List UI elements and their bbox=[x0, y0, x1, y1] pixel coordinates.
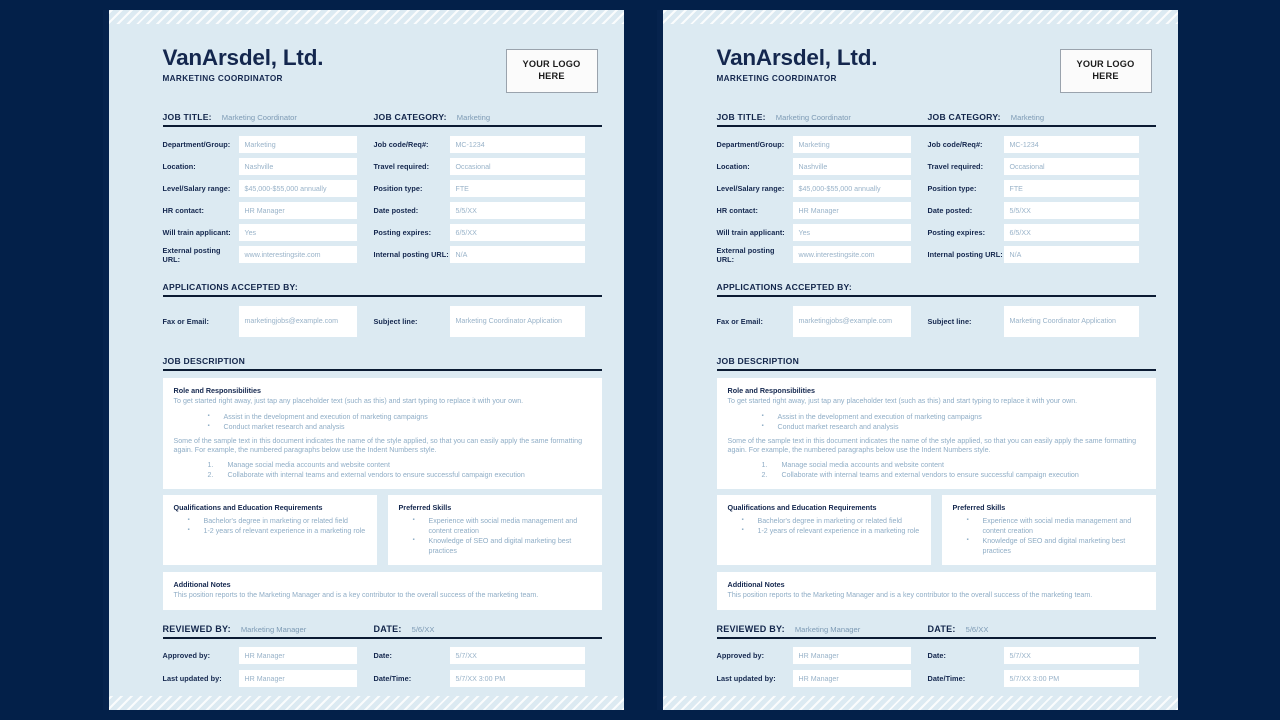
field-approved-date bbox=[374, 647, 602, 664]
field-approved-date bbox=[928, 647, 1156, 664]
field-input[interactable] bbox=[239, 647, 357, 664]
field-date-posted bbox=[928, 202, 1156, 219]
field-label: External posting URL: bbox=[162, 245, 221, 264]
job-description-card[interactable] bbox=[717, 378, 1156, 489]
field-label: HR contact: bbox=[162, 206, 204, 215]
field-last-updated-datetime bbox=[374, 670, 602, 687]
field-label: Job code/Req#: bbox=[373, 140, 429, 149]
list-item: ▪ Conduct market research and analysis bbox=[208, 422, 591, 432]
field-label: Internal posting URL: bbox=[373, 250, 449, 259]
field-input[interactable] bbox=[450, 647, 585, 664]
field-location bbox=[163, 158, 374, 175]
qualifications-bullet-list bbox=[188, 516, 366, 536]
document-header bbox=[163, 24, 602, 93]
qualifications-heading: Qualifications and Education Requirements bbox=[727, 503, 877, 513]
field-input[interactable] bbox=[450, 180, 585, 197]
reviewed-by-value[interactable]: Marketing Manager bbox=[794, 625, 861, 635]
qualifications-row bbox=[717, 495, 1156, 565]
field-fax-or-email bbox=[717, 306, 928, 337]
field-value: Nashville bbox=[244, 162, 274, 171]
field-posting-expires bbox=[374, 224, 602, 241]
field-job-code bbox=[928, 136, 1156, 153]
field-input[interactable] bbox=[450, 246, 585, 263]
field-will-train bbox=[163, 224, 374, 241]
field-value: 6/5/XX bbox=[1009, 228, 1031, 237]
job-title-value[interactable]: Marketing Coordinator bbox=[221, 113, 297, 122]
preferred-skills-bullet-list bbox=[967, 516, 1145, 556]
field-input[interactable] bbox=[1004, 647, 1139, 664]
review-grid bbox=[163, 647, 602, 687]
bottom-stripe-band bbox=[109, 696, 624, 710]
field-label: Posting expires: bbox=[373, 228, 432, 237]
list-item: ▪ Knowledge of SEO and digital marketing best practices bbox=[967, 536, 1145, 556]
field-date-posted bbox=[374, 202, 602, 219]
field-label: Date/Time: bbox=[927, 674, 966, 684]
field-input[interactable] bbox=[1004, 136, 1139, 153]
page-content-1 bbox=[109, 24, 624, 696]
preferred-skills-heading: Preferred Skills bbox=[398, 503, 452, 513]
job-description-section-title: JOB DESCRIPTION bbox=[717, 356, 1156, 371]
field-value: www.interestingsite.com bbox=[244, 250, 321, 259]
review-date-label: DATE: bbox=[927, 624, 956, 635]
additional-notes-heading: Additional Notes bbox=[173, 580, 231, 590]
field-input[interactable] bbox=[793, 306, 911, 337]
logo-placeholder-box[interactable] bbox=[1060, 49, 1152, 93]
field-value: marketingjobs@example.com bbox=[244, 316, 339, 325]
field-input[interactable] bbox=[1004, 180, 1139, 197]
field-input[interactable] bbox=[239, 202, 357, 219]
field-label: Location: bbox=[716, 162, 750, 171]
job-title-label: JOB TITLE: bbox=[716, 112, 766, 122]
field-fax-or-email bbox=[163, 306, 374, 337]
role-intro-text: To get started right away, just tap any placeholder text (such as this) and start typing to replace it with your own. bbox=[727, 397, 1078, 405]
field-travel-required bbox=[374, 158, 602, 175]
job-category-value[interactable]: Marketing bbox=[1010, 113, 1045, 122]
field-job-code bbox=[374, 136, 602, 153]
field-value: HR Manager bbox=[798, 206, 839, 215]
field-value: 5/7/XX 3:00 PM bbox=[455, 674, 506, 683]
field-value: FTE bbox=[1009, 184, 1023, 193]
role-heading: Role and Responsibilities bbox=[173, 386, 261, 395]
job-title-label: JOB TITLE: bbox=[162, 112, 212, 122]
company-name: VanArsdel, Ltd. bbox=[716, 45, 878, 70]
field-will-train bbox=[717, 224, 928, 241]
preferred-skills-bullet-list bbox=[413, 516, 591, 556]
field-subject-line bbox=[374, 306, 602, 337]
field-label: Department/Group: bbox=[162, 140, 231, 149]
document-subtitle: MARKETING COORDINATOR bbox=[716, 73, 837, 83]
logo-placeholder-line2: HERE bbox=[538, 71, 565, 81]
bottom-stripe-band bbox=[663, 696, 1178, 710]
job-category-label: JOB CATEGORY: bbox=[927, 112, 1001, 122]
field-label: Approved by: bbox=[162, 651, 211, 661]
applications-grid bbox=[717, 306, 1156, 337]
job-category-label: JOB CATEGORY: bbox=[373, 112, 447, 122]
style-note-text: Some of the sample text in this document indicates the name of the style applied, so that you can easily apply the same formatting again. For example, the numbered paragraphs below use the Indent Numbers style. bbox=[173, 436, 583, 455]
field-input[interactable] bbox=[793, 180, 911, 197]
document-subtitle: MARKETING COORDINATOR bbox=[162, 73, 283, 83]
field-label: Position type: bbox=[373, 184, 423, 193]
field-input[interactable] bbox=[793, 224, 911, 241]
logo-placeholder-line1: YOUR LOGO bbox=[522, 59, 581, 70]
field-value: N/A bbox=[1009, 250, 1022, 259]
field-external-url bbox=[163, 246, 374, 263]
field-last-updated-datetime bbox=[928, 670, 1156, 687]
field-input[interactable] bbox=[793, 202, 911, 219]
field-input[interactable] bbox=[450, 136, 585, 153]
field-input[interactable] bbox=[239, 136, 357, 153]
field-input[interactable] bbox=[1004, 306, 1139, 337]
field-external-url bbox=[717, 246, 928, 263]
qualifications-row bbox=[163, 495, 602, 565]
field-salary-range bbox=[717, 180, 928, 197]
field-label: HR contact: bbox=[716, 206, 758, 215]
additional-notes-card[interactable] bbox=[163, 572, 602, 610]
list-item: ▪ Assist in the development and execution of marketing campaigns bbox=[208, 412, 591, 422]
field-value: $45,000-$55,000 annually bbox=[244, 184, 327, 193]
list-item: ▪ Bachelor's degree in marketing or related field bbox=[742, 516, 920, 526]
reviewed-by-label: REVIEWED BY: bbox=[716, 624, 785, 635]
field-label: External posting URL: bbox=[716, 245, 775, 264]
field-input[interactable] bbox=[1004, 224, 1139, 241]
field-label: Last updated by: bbox=[162, 674, 222, 684]
field-label: Fax or Email: bbox=[716, 317, 763, 326]
preferred-skills-card[interactable] bbox=[942, 495, 1156, 565]
field-approved-by bbox=[163, 647, 374, 664]
field-salary-range bbox=[163, 180, 374, 197]
review-date-label: DATE: bbox=[373, 624, 402, 635]
top-stripe-band bbox=[663, 10, 1178, 24]
field-value: 5/7/XX bbox=[1009, 651, 1031, 660]
list-item: ▪ 1-2 years of relevant experience in a marketing role bbox=[188, 526, 366, 536]
field-label: Position type: bbox=[927, 184, 977, 193]
field-hr-contact bbox=[163, 202, 374, 219]
field-label: Job code/Req#: bbox=[927, 140, 983, 149]
style-note-text: Some of the sample text in this document indicates the name of the style applied, so that you can easily apply the same formatting again. For example, the numbered paragraphs below use the Indent Numbers style. bbox=[727, 436, 1137, 455]
field-value: $45,000-$55,000 annually bbox=[798, 184, 881, 193]
list-item: ▪ Experience with social media management and content creation bbox=[413, 516, 591, 536]
field-value: HR Manager bbox=[244, 651, 285, 660]
applications-grid bbox=[163, 306, 602, 337]
document-header bbox=[717, 24, 1156, 93]
field-label: Travel required: bbox=[373, 162, 430, 171]
applications-section-title: APPLICATIONS ACCEPTED BY: bbox=[163, 282, 602, 297]
field-value: HR Manager bbox=[244, 674, 285, 683]
list-item: Manage social media accounts and website content bbox=[227, 461, 390, 470]
field-input[interactable] bbox=[1004, 158, 1139, 175]
preferred-skills-card[interactable] bbox=[388, 495, 602, 565]
field-input[interactable] bbox=[450, 670, 585, 687]
field-label: Location: bbox=[162, 162, 196, 171]
list-item: ▪ Assist in the development and execution of marketing campaigns bbox=[762, 412, 1145, 422]
field-value: Marketing Coordinator Application bbox=[1009, 316, 1116, 325]
field-input[interactable] bbox=[239, 670, 357, 687]
field-label: Subject line: bbox=[373, 317, 418, 326]
additional-notes-text: This position reports to the Marketing Manager and is a key contributor to the overall success of the marketing team. bbox=[173, 591, 539, 600]
qualifications-card[interactable] bbox=[717, 495, 931, 565]
field-label: Level/Salary range: bbox=[716, 184, 785, 193]
applications-section-title: APPLICATIONS ACCEPTED BY: bbox=[717, 282, 1156, 297]
preferred-skills-heading: Preferred Skills bbox=[952, 503, 1006, 513]
field-label: Fax or Email: bbox=[162, 317, 209, 326]
job-details-grid bbox=[163, 136, 602, 263]
field-input[interactable] bbox=[793, 670, 911, 687]
job-description-section-title: JOB DESCRIPTION bbox=[163, 356, 602, 371]
field-input[interactable] bbox=[1004, 670, 1139, 687]
field-value: 5/7/XX 3:00 PM bbox=[1009, 674, 1060, 683]
reviewed-by-header-row bbox=[717, 624, 1156, 639]
field-label: Will train applicant: bbox=[716, 228, 785, 237]
field-value: Occasional bbox=[455, 162, 491, 171]
page-content-2 bbox=[663, 24, 1178, 696]
field-last-updated-by bbox=[163, 670, 374, 687]
field-value: 5/5/XX bbox=[1009, 206, 1031, 215]
numbered-list bbox=[762, 460, 1145, 480]
logo-placeholder-box[interactable] bbox=[506, 49, 598, 93]
field-value: MC-1234 bbox=[455, 140, 485, 149]
field-value: Marketing Coordinator Application bbox=[455, 316, 562, 325]
list-item: ▪ Knowledge of SEO and digital marketing best practices bbox=[413, 536, 591, 556]
field-approved-by bbox=[717, 647, 928, 664]
document-page-2[interactable] bbox=[657, 10, 1178, 710]
list-item: Collaborate with internal teams and external vendors to ensure successful campaign execution bbox=[781, 471, 1079, 480]
field-input[interactable] bbox=[239, 246, 357, 263]
job-category-value[interactable]: Marketing bbox=[456, 113, 491, 122]
field-value: HR Manager bbox=[244, 206, 285, 215]
document-page-1[interactable] bbox=[103, 10, 624, 710]
field-label: Travel required: bbox=[927, 162, 984, 171]
field-input[interactable] bbox=[450, 306, 585, 337]
logo-placeholder-line2: HERE bbox=[1092, 71, 1119, 81]
review-date-value[interactable]: 5/6/XX bbox=[411, 625, 435, 635]
field-value: 5/5/XX bbox=[455, 206, 477, 215]
field-input[interactable] bbox=[450, 158, 585, 175]
additional-notes-heading: Additional Notes bbox=[727, 580, 785, 590]
field-input[interactable] bbox=[450, 224, 585, 241]
field-value: FTE bbox=[455, 184, 469, 193]
field-internal-url bbox=[374, 246, 602, 263]
field-label: Department/Group: bbox=[716, 140, 785, 149]
field-label: Date/Time: bbox=[373, 674, 412, 684]
reviewed-by-value[interactable]: Marketing Manager bbox=[240, 625, 307, 635]
list-item: ▪ 1-2 years of relevant experience in a marketing role bbox=[742, 526, 920, 536]
field-input[interactable] bbox=[239, 180, 357, 197]
field-input[interactable] bbox=[793, 647, 911, 664]
field-travel-required bbox=[928, 158, 1156, 175]
field-value: Occasional bbox=[1009, 162, 1045, 171]
role-bullet-list bbox=[762, 412, 1145, 432]
field-label: Approved by: bbox=[716, 651, 765, 661]
field-input[interactable] bbox=[793, 246, 911, 263]
logo-placeholder-line1: YOUR LOGO bbox=[1076, 59, 1135, 70]
field-value: www.interestingsite.com bbox=[798, 250, 875, 259]
additional-notes-text: This position reports to the Marketing Manager and is a key contributor to the overall success of the marketing team. bbox=[727, 591, 1093, 600]
top-stripe-band bbox=[109, 10, 624, 24]
field-location bbox=[717, 158, 928, 175]
list-item: ▪ Experience with social media management and content creation bbox=[967, 516, 1145, 536]
field-label: Will train applicant: bbox=[162, 228, 231, 237]
field-department-group bbox=[717, 136, 928, 153]
field-label: Date posted: bbox=[373, 206, 419, 215]
reviewed-by-label: REVIEWED BY: bbox=[162, 624, 231, 635]
job-description-card[interactable] bbox=[163, 378, 602, 489]
field-input[interactable] bbox=[1004, 246, 1139, 263]
field-value: 6/5/XX bbox=[455, 228, 477, 237]
field-label: Date: bbox=[373, 651, 392, 661]
qualifications-card[interactable] bbox=[163, 495, 377, 565]
field-input[interactable] bbox=[239, 224, 357, 241]
job-title-header-row bbox=[717, 112, 1156, 127]
list-item: ▪ Bachelor's degree in marketing or related field bbox=[188, 516, 366, 526]
role-bullet-list bbox=[208, 412, 591, 432]
field-position-type bbox=[374, 180, 602, 197]
reviewed-by-header-row bbox=[163, 624, 602, 639]
field-label: Last updated by: bbox=[716, 674, 776, 684]
field-last-updated-by bbox=[717, 670, 928, 687]
role-heading: Role and Responsibilities bbox=[727, 386, 815, 395]
field-subject-line bbox=[928, 306, 1156, 337]
brand-block bbox=[717, 46, 878, 83]
field-label: Subject line: bbox=[927, 317, 972, 326]
field-value: Marketing bbox=[244, 140, 276, 149]
field-value: MC-1234 bbox=[1009, 140, 1039, 149]
review-date-value[interactable]: 5/6/XX bbox=[965, 625, 989, 635]
job-details-grid bbox=[717, 136, 1156, 263]
field-value: Marketing bbox=[798, 140, 830, 149]
job-title-value[interactable]: Marketing Coordinator bbox=[775, 113, 851, 122]
field-label: Posting expires: bbox=[927, 228, 986, 237]
list-item: Manage social media accounts and website content bbox=[781, 461, 944, 470]
field-posting-expires bbox=[928, 224, 1156, 241]
numbered-list bbox=[208, 460, 591, 480]
field-input[interactable] bbox=[239, 306, 357, 337]
review-grid bbox=[717, 647, 1156, 687]
field-hr-contact bbox=[717, 202, 928, 219]
field-position-type bbox=[928, 180, 1156, 197]
field-input[interactable] bbox=[1004, 202, 1139, 219]
field-value: 5/7/XX bbox=[455, 651, 477, 660]
list-item: ▪ Conduct market research and analysis bbox=[762, 422, 1145, 432]
field-value: Yes bbox=[798, 228, 811, 237]
field-input[interactable] bbox=[793, 136, 911, 153]
field-label: Internal posting URL: bbox=[927, 250, 1003, 259]
qualifications-bullet-list bbox=[742, 516, 920, 536]
role-intro-text: To get started right away, just tap any placeholder text (such as this) and start typing to replace it with your own. bbox=[173, 397, 524, 405]
list-item: Collaborate with internal teams and external vendors to ensure successful campaign execution bbox=[227, 471, 525, 480]
field-value: HR Manager bbox=[798, 674, 839, 683]
brand-block bbox=[163, 46, 324, 83]
field-label: Date: bbox=[927, 651, 946, 661]
field-value: N/A bbox=[455, 250, 468, 259]
field-value: Nashville bbox=[798, 162, 828, 171]
field-internal-url bbox=[928, 246, 1156, 263]
qualifications-heading: Qualifications and Education Requirements bbox=[173, 503, 323, 513]
field-input[interactable] bbox=[793, 158, 911, 175]
field-label: Date posted: bbox=[927, 206, 973, 215]
job-title-header-row bbox=[163, 112, 602, 127]
field-label: Level/Salary range: bbox=[162, 184, 231, 193]
field-input[interactable] bbox=[239, 158, 357, 175]
field-value: Yes bbox=[244, 228, 257, 237]
field-input[interactable] bbox=[450, 202, 585, 219]
company-name: VanArsdel, Ltd. bbox=[162, 45, 324, 70]
additional-notes-card[interactable] bbox=[717, 572, 1156, 610]
field-department-group bbox=[163, 136, 374, 153]
field-value: marketingjobs@example.com bbox=[798, 316, 893, 325]
field-value: HR Manager bbox=[798, 651, 839, 660]
